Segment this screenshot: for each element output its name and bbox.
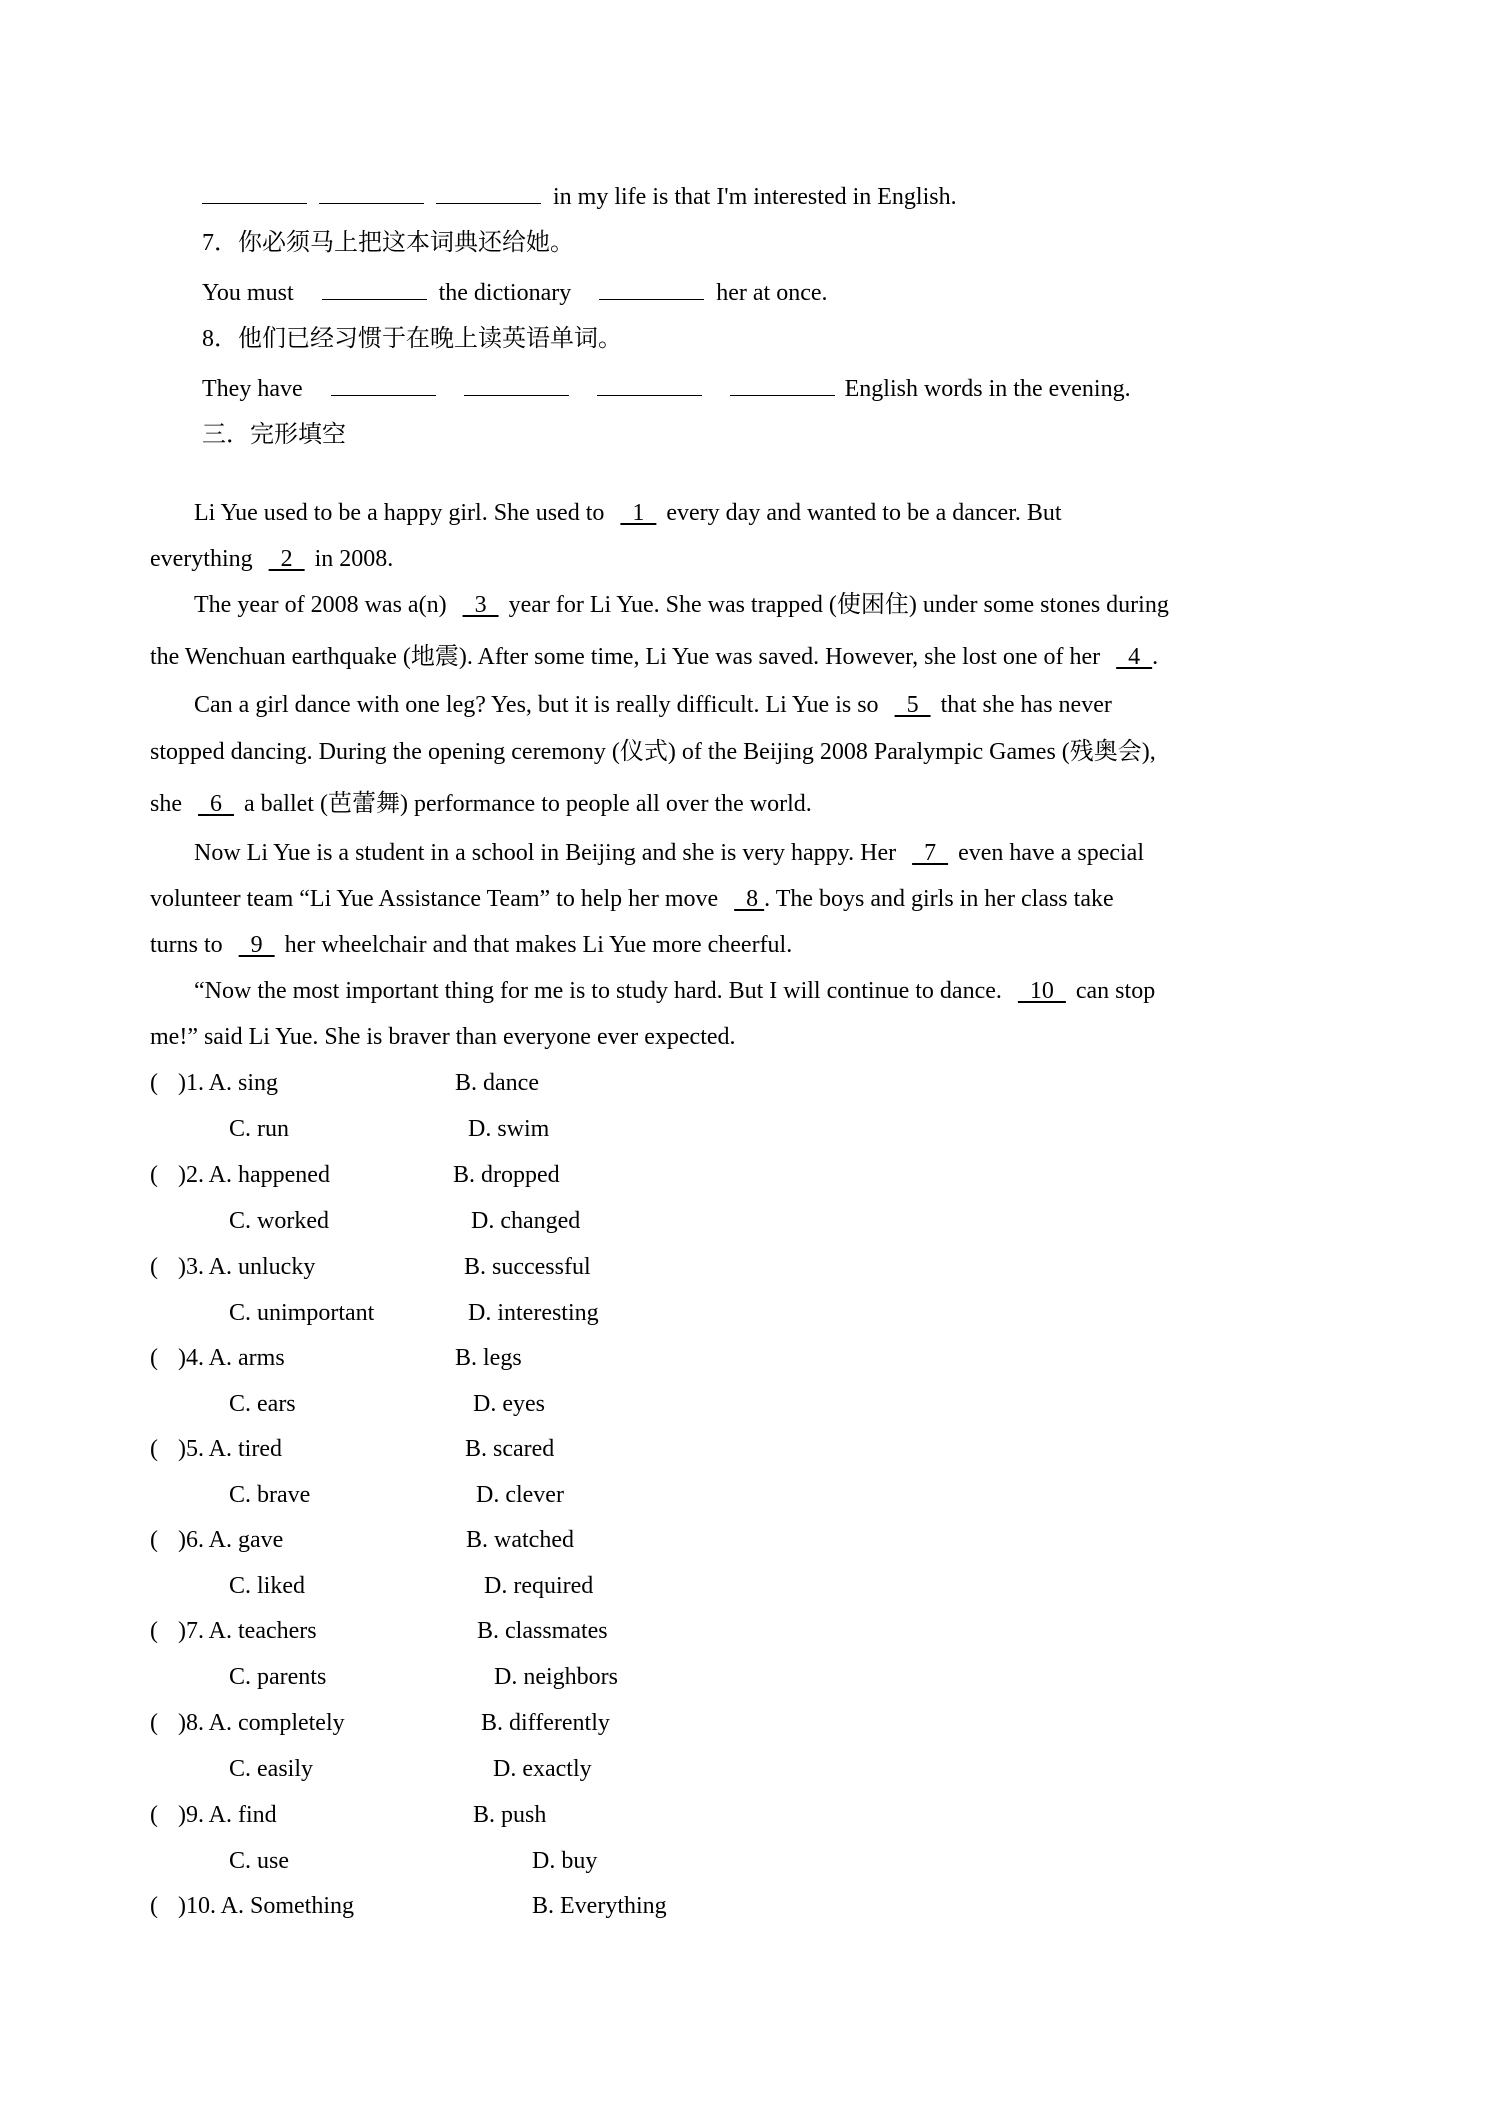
passage-line — [150, 1022, 736, 1052]
passage-text: the Wenchuan earthquake (地震). After some time, Li Yue was saved. However, she lost one of her — [150, 644, 1101, 670]
option-c: C. ears — [229, 1391, 296, 1417]
answer-blank[interactable] — [730, 375, 835, 396]
question-9 — [150, 1800, 277, 1830]
answer-bracket[interactable]: ( — [150, 1527, 158, 1553]
option-d: D. interesting — [468, 1300, 599, 1326]
passage-line — [150, 884, 1114, 914]
question-3 — [150, 1252, 315, 1282]
option-c: C. brave — [229, 1482, 311, 1508]
q7-line — [202, 278, 828, 308]
passage-text: that she has never — [940, 692, 1112, 718]
option-b: B. successful — [464, 1254, 591, 1280]
blank-6[interactable]: 6 — [198, 791, 234, 817]
option-d: D. changed — [471, 1208, 581, 1234]
q8-prompt-text: 8．他们已经习惯于在晚上读英语单词。 — [202, 326, 622, 352]
passage-line — [150, 737, 1156, 767]
passage-text: year for Li Yue. She was trapped (使困住) under some stones during — [508, 592, 1169, 618]
question-2 — [150, 1160, 330, 1190]
question-1 — [150, 1068, 278, 1098]
passage-line — [150, 544, 393, 574]
option-c: C. easily — [229, 1756, 313, 1782]
option-b: B. dance — [455, 1070, 539, 1096]
q7-text-a: You must — [202, 280, 294, 306]
option-a: )2. A. happened — [178, 1162, 330, 1188]
option-d: D. exactly — [493, 1756, 592, 1782]
passage-text: turns to — [150, 932, 223, 958]
question-6 — [150, 1525, 283, 1555]
option-d: D. eyes — [473, 1391, 545, 1417]
blank-9[interactable]: 9 — [238, 932, 275, 958]
option-d: D. required — [484, 1573, 594, 1599]
option-a: )6. A. gave — [178, 1527, 284, 1553]
passage-text: a ballet (芭蕾舞) performance to people all over the world. — [244, 791, 812, 817]
passage-text: “Now the most important thing for me is to study hard. But I will continue to dance. — [194, 978, 1002, 1004]
option-b: B. legs — [455, 1345, 522, 1371]
passage-line — [194, 838, 1144, 868]
option-c: C. use — [229, 1848, 289, 1874]
answer-blank[interactable] — [319, 183, 424, 204]
section-title — [202, 420, 346, 450]
passage-text: even have a special — [958, 840, 1144, 866]
q7-prompt-text: 7．你必须马上把这本词典还给她。 — [202, 230, 574, 256]
section-title-text: 三．完形填空 — [202, 422, 346, 448]
passage-text: stopped dancing. During the opening ceremony (仪式) of the Beijing 2008 Paralympic Games (残奥会), — [150, 739, 1156, 765]
q7-prompt — [202, 228, 574, 258]
option-b: B. classmates — [477, 1618, 608, 1644]
answer-blank[interactable] — [202, 183, 307, 204]
passage-text: The year of 2008 was a(n) — [194, 592, 447, 618]
answer-bracket[interactable]: ( — [150, 1345, 158, 1371]
option-b: B. differently — [481, 1710, 610, 1736]
q6-line — [202, 182, 957, 212]
option-c: C. worked — [229, 1208, 329, 1234]
option-d: D. clever — [476, 1482, 564, 1508]
answer-blank[interactable] — [331, 375, 436, 396]
blank-3[interactable]: 3 — [462, 592, 499, 618]
answer-blank[interactable] — [436, 183, 541, 204]
option-a: )1. A. sing — [178, 1070, 279, 1096]
answer-bracket[interactable]: ( — [150, 1710, 158, 1736]
question-5 — [150, 1434, 282, 1464]
passage-text: Can a girl dance with one leg? Yes, but it is really difficult. Li Yue is so — [194, 692, 879, 718]
option-b: B. dropped — [453, 1162, 560, 1188]
option-a: )7. A. teachers — [178, 1618, 317, 1644]
passage-text: me!” said Li Yue. She is braver than everyone ever expected. — [150, 1024, 736, 1050]
q7-text-c: her at once. — [716, 280, 828, 306]
passage-text: everything — [150, 546, 253, 572]
option-a: )8. A. completely — [178, 1710, 345, 1736]
passage-text: Now Li Yue is a student in a school in Beijing and she is very happy. Her — [194, 840, 897, 866]
question-4 — [150, 1343, 285, 1373]
answer-bracket[interactable]: ( — [150, 1436, 158, 1462]
option-c: C. parents — [229, 1664, 327, 1690]
q8-line — [202, 374, 1131, 404]
answer-bracket[interactable]: ( — [150, 1070, 158, 1096]
option-b: B. scared — [465, 1436, 555, 1462]
answer-bracket[interactable]: ( — [150, 1802, 158, 1828]
passage-text: can stop — [1075, 978, 1156, 1004]
passage-text: Li Yue used to be a happy girl. She used to — [194, 500, 605, 526]
blank-4[interactable]: 4 — [1116, 644, 1153, 670]
option-c: C. liked — [229, 1573, 305, 1599]
answer-bracket[interactable]: ( — [150, 1254, 158, 1280]
answer-blank[interactable] — [599, 279, 704, 300]
question-7 — [150, 1616, 317, 1646]
q6-tail-text: in my life is that I'm interested in English. — [553, 184, 957, 210]
option-a: )10. A. Something — [178, 1893, 355, 1919]
option-d: D. swim — [468, 1116, 550, 1142]
answer-blank[interactable] — [597, 375, 702, 396]
option-b: B. watched — [466, 1527, 574, 1553]
option-d: D. neighbors — [494, 1664, 618, 1690]
option-b: B. push — [473, 1802, 547, 1828]
blank-7[interactable]: 7 — [912, 840, 949, 866]
q7-text-b: the dictionary — [438, 280, 572, 306]
answer-bracket[interactable]: ( — [150, 1893, 158, 1919]
q8-prompt — [202, 324, 622, 354]
option-a: )3. A. unlucky — [178, 1254, 316, 1280]
option-a: )5. A. tired — [178, 1436, 282, 1462]
answer-blank[interactable] — [464, 375, 569, 396]
option-a: )4. A. arms — [178, 1345, 285, 1371]
option-a: )9. A. find — [178, 1802, 277, 1828]
option-d: D. buy — [532, 1848, 598, 1874]
passage-text: . — [1152, 644, 1159, 670]
blank-1[interactable]: 1 — [620, 500, 657, 526]
passage-text: her wheelchair and that makes Li Yue more cheerful. — [284, 932, 793, 958]
passage-text: volunteer team “Li Yue Assistance Team” to help her move — [150, 886, 719, 912]
answer-bracket[interactable]: ( — [150, 1162, 158, 1188]
passage-text: she — [150, 791, 182, 817]
blank-10[interactable]: 10 — [1017, 978, 1066, 1004]
option-c: C. run — [229, 1116, 289, 1142]
passage-text: . The boys and girls in her class take — [764, 886, 1114, 912]
option-c: C. unimportant — [229, 1300, 375, 1326]
passage-line — [194, 498, 1062, 528]
question-10 — [150, 1891, 354, 1921]
answer-bracket[interactable]: ( — [150, 1618, 158, 1644]
passage-text: in 2008. — [314, 546, 394, 572]
blank-2[interactable]: 2 — [268, 546, 305, 572]
blank-5[interactable]: 5 — [894, 692, 931, 718]
passage-line — [194, 690, 1112, 720]
passage-line — [150, 642, 1158, 672]
answer-blank[interactable] — [322, 279, 427, 300]
q8-text-b: English words in the evening. — [844, 376, 1131, 402]
passage-text: every day and wanted to be a dancer. But — [666, 500, 1062, 526]
passage-line — [150, 930, 792, 960]
option-b: B. Everything — [532, 1893, 667, 1919]
q8-text-a: They have — [202, 376, 303, 402]
passage-line — [194, 976, 1155, 1006]
passage-line — [194, 590, 1169, 620]
passage-line — [150, 789, 812, 819]
question-8 — [150, 1708, 345, 1738]
blank-8[interactable]: 8 — [734, 886, 765, 912]
